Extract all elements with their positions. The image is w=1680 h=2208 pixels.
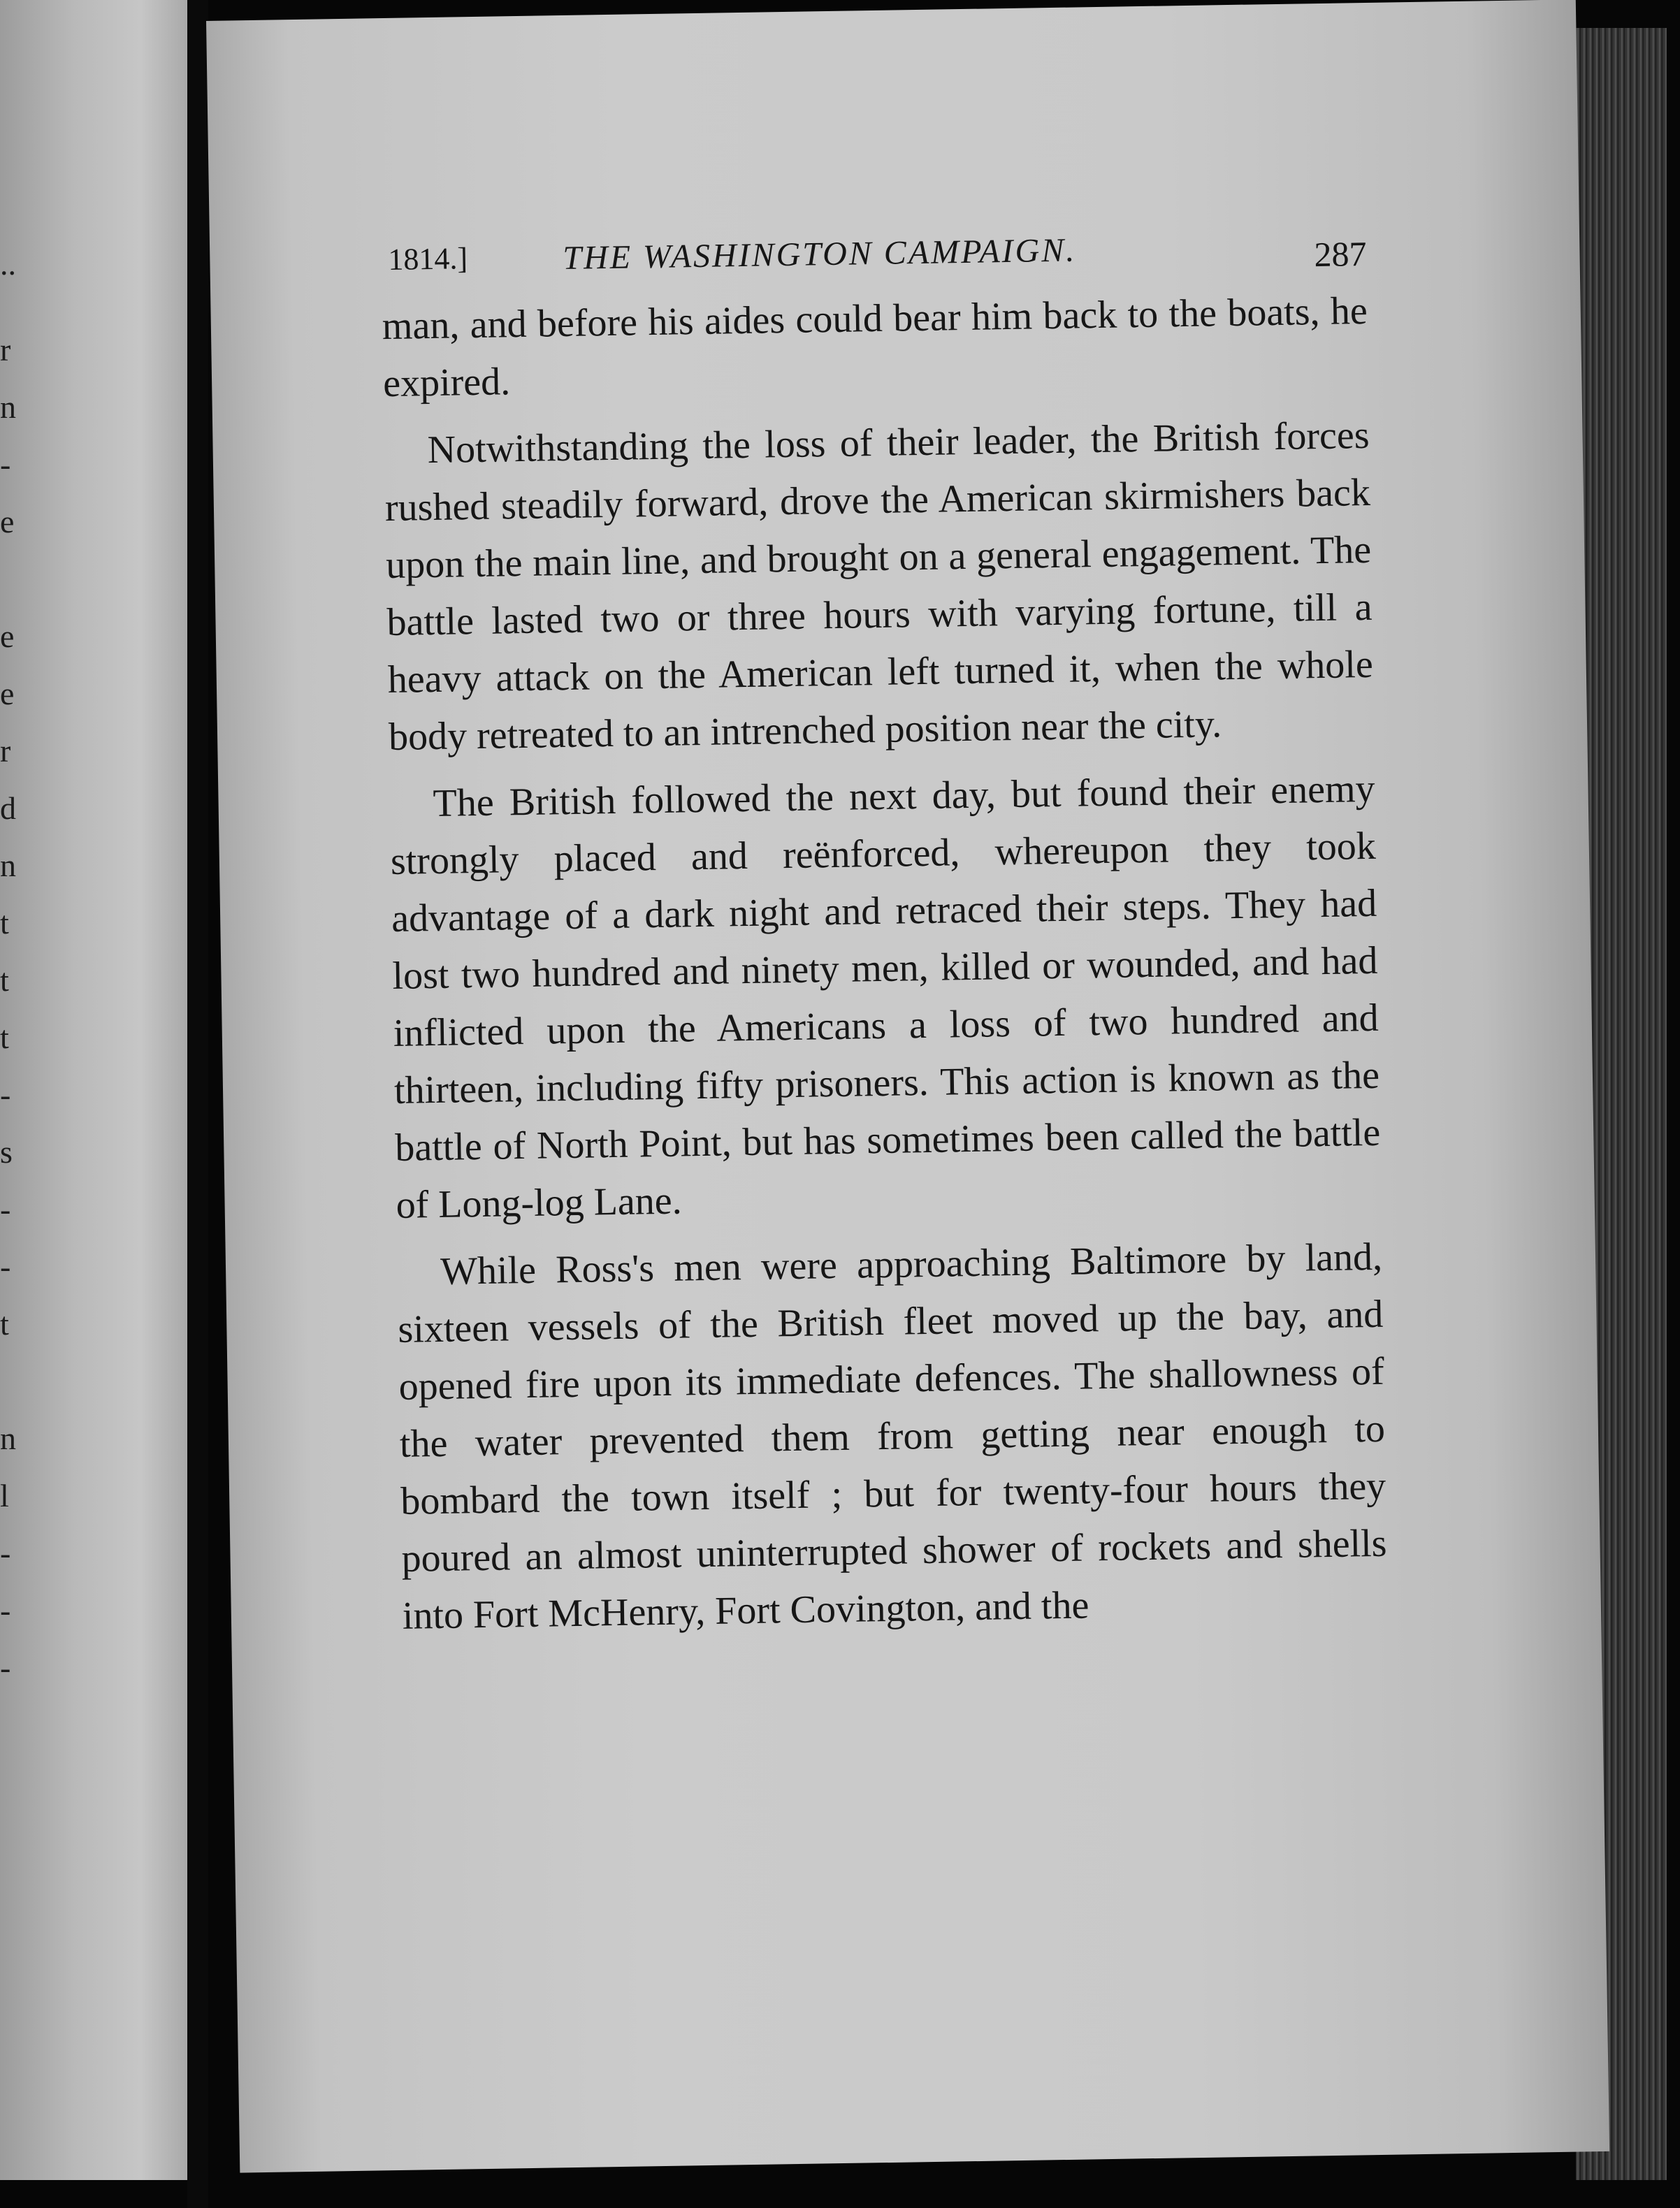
margin-char: - xyxy=(0,1077,11,1112)
margin-char: - xyxy=(0,1191,11,1227)
margin-char: t xyxy=(0,962,9,998)
margin-char: d xyxy=(0,790,16,826)
margin-char: n xyxy=(0,389,16,425)
margin-char: l xyxy=(0,1478,9,1513)
left-page-margin-chars xyxy=(0,0,187,2180)
margin-char: n xyxy=(0,1421,16,1456)
margin-char: e xyxy=(0,504,15,539)
page-number: 287 xyxy=(1314,233,1367,275)
margin-char: r xyxy=(0,332,11,368)
margin-char: - xyxy=(0,1592,11,1628)
body-text xyxy=(382,282,1388,1645)
paragraph: The British followed the next day, but found their enemy strongly placed and reënforced, whereupon they took advantage of a dark night and retraced their steps. They had lost two hundred and ninety men, killed or wounded, and had inflicted upon the Americans a loss of two hundred and thirteen, including fifty prisoners. This action is known as the battle of North Point, but has sometimes been called the battle of Long-log Lane. xyxy=(390,767,1381,1227)
margin-char: .. xyxy=(0,246,16,282)
right-page xyxy=(206,0,1609,2173)
margin-char: n xyxy=(0,848,16,883)
running-head-title: THE WASHINGTON CAMPAIGN. xyxy=(562,231,1077,277)
margin-char: t xyxy=(0,905,9,940)
paragraph: man, and before his aides could bear him back to the boats, he expired. xyxy=(382,289,1368,406)
margin-char: t xyxy=(0,1019,9,1055)
margin-char: e xyxy=(0,618,15,654)
margin-char: s xyxy=(0,1134,13,1170)
paragraph: While Ross's men were approaching Baltimore by land, sixteen vessels of the British fleet moved up the bay, and opened fire upon its immediate defences. The shallowness of the water prevented them from getting near enough to bombard the town itself ; but for twenty-four hours they poured an almost uninterrupted shower of rockets and shells into Fort McHenry, Fort Covington, and the xyxy=(397,1235,1387,1638)
paragraph: Notwithstanding the loss of their leader, the British forces rushed steadily forward, drove the American skirmishers back upon the main line, and brought on a general engagement. The battle lasted two or three hours with varying fortune, till a heavy attack on the American left turned it, when the whole body retreated to an intrenched position near the city. xyxy=(384,413,1374,760)
margin-char: t xyxy=(0,1306,9,1342)
page-text-block xyxy=(381,212,1389,1645)
margin-char: e xyxy=(0,676,15,711)
book-gutter xyxy=(187,0,208,2208)
left-facing-page xyxy=(0,0,187,2180)
margin-char: r xyxy=(0,733,11,769)
margin-char: - xyxy=(0,446,11,482)
margin-char: - xyxy=(0,1650,11,1685)
margin-char: - xyxy=(0,1535,11,1571)
running-head-date: 1814.] xyxy=(388,241,468,277)
margin-char: - xyxy=(0,1249,11,1284)
